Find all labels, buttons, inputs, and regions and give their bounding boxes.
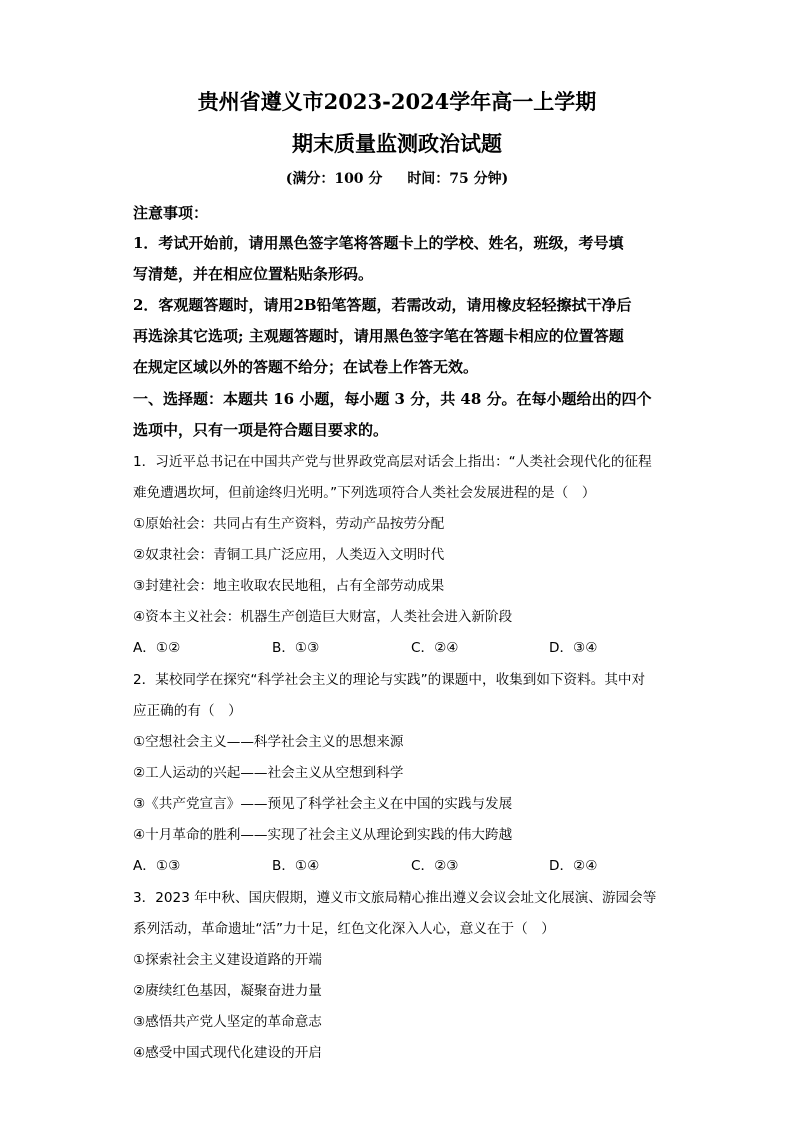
- full-score: (满分：100 分: [285, 171, 383, 187]
- q2-item4: ④十月革命的胜利——实现了社会主义从理论到实践的伟大跨越: [133, 827, 513, 843]
- q2-item2: ②工人运动的兴起——社会主义从空想到科学: [133, 765, 404, 781]
- q1-item2: ②奴隶社会：青铜工具广泛应用，人类迈入文明时代: [133, 547, 445, 563]
- q2-stem-line1: 2．某校同学在探究“科学社会主义的理论与实践”的课题中，收集到如下资料。其中对: [133, 672, 646, 688]
- notice-item1-line2: 写清楚，并在相应位置粘贴条形码。: [133, 265, 374, 283]
- exam-title-line2: 期末质量监测政治试题: [292, 131, 502, 156]
- notice-item2-line2: 再选涂其它选项; 主观题答题时，请用黑色签字笔在答题卡相应的位置答题: [133, 327, 624, 345]
- exam-title-line1: 贵州省遵义市2023-2024学年高一上学期: [197, 89, 597, 114]
- q1-stem-line1: 1．习近平总书记在中国共产党与世界政党高层对话会上指出：“人类社会现代化的征程: [133, 454, 652, 470]
- q3-item3: ③感悟共产党人坚定的革命意志: [133, 1014, 322, 1030]
- q3-item2: ②赓续红色基因，凝聚奋进力量: [133, 983, 322, 999]
- notice-item2-line1: 2．客观题答题时，请用2B铅笔答题，若需改动，请用橡皮轻轻擦拭干净后: [133, 296, 632, 314]
- section1-heading-line1: 一、选择题：本题共 16 小题，每小题 3 分，共 48 分。在每小题给出的四个: [133, 390, 652, 408]
- q3-item4: ④感受中国式现代化建设的开启: [133, 1045, 322, 1061]
- section1-heading-line2: 选项中，只有一项是符合题目要求的。: [133, 421, 389, 439]
- q3-stem-line1: 3．2023 年中秋、国庆假期，遵义市文旅局精心推出遵义会议会址文化展演、游园会等: [133, 890, 657, 906]
- q3-item1: ①探索社会主义建设道路的开端: [133, 952, 322, 968]
- q2-item1: ①空想社会主义——科学社会主义的思想来源: [133, 734, 404, 750]
- q1-option-a[interactable]: A．①②: [133, 640, 181, 656]
- exam-time: 时间：75 分钟): [407, 171, 509, 187]
- q1-stem-line2: 难免遭遇坎坷，但前途终归光明。”下列选项符合人类社会发展进程的是（ ）: [133, 485, 596, 501]
- q1-option-d[interactable]: D．③④: [549, 640, 598, 656]
- q1-item4: ④资本主义社会：机器生产创造巨大财富，人类社会进入新阶段: [133, 609, 513, 625]
- q2-option-b[interactable]: B．①④: [272, 858, 320, 874]
- q1-item1: ①原始社会：共同占有生产资料，劳动产品按劳分配: [133, 516, 445, 532]
- q2-option-a[interactable]: A．①③: [133, 858, 181, 874]
- notice-item2-line3: 在规定区域以外的答题不给分；在试卷上作答无效。: [133, 358, 479, 376]
- exam-info: [0, 169, 794, 189]
- q2-option-c[interactable]: C．②③: [411, 858, 459, 874]
- notice-item1-line1: 1．考试开始前，请用黑色签字笔将答题卡上的学校、姓名，班级，考号填: [133, 234, 624, 252]
- q2-item3: ③《共产党宣言》——预见了科学社会主义在中国的实践与发展: [133, 796, 513, 812]
- q1-option-c[interactable]: C．②④: [411, 640, 459, 656]
- q1-option-b[interactable]: B．①③: [272, 640, 320, 656]
- q3-stem-line2: 系列活动，革命遗址“活”力十足，红色文化深入人心，意义在于（ ）: [133, 921, 555, 937]
- notice-heading: 注意事项：: [133, 204, 209, 222]
- q1-item3: ③封建社会：地主收取农民地租，占有全部劳动成果: [133, 578, 445, 594]
- q2-option-d[interactable]: D．②④: [549, 858, 598, 874]
- q2-stem-line2: 应正确的有（ ）: [133, 703, 242, 719]
